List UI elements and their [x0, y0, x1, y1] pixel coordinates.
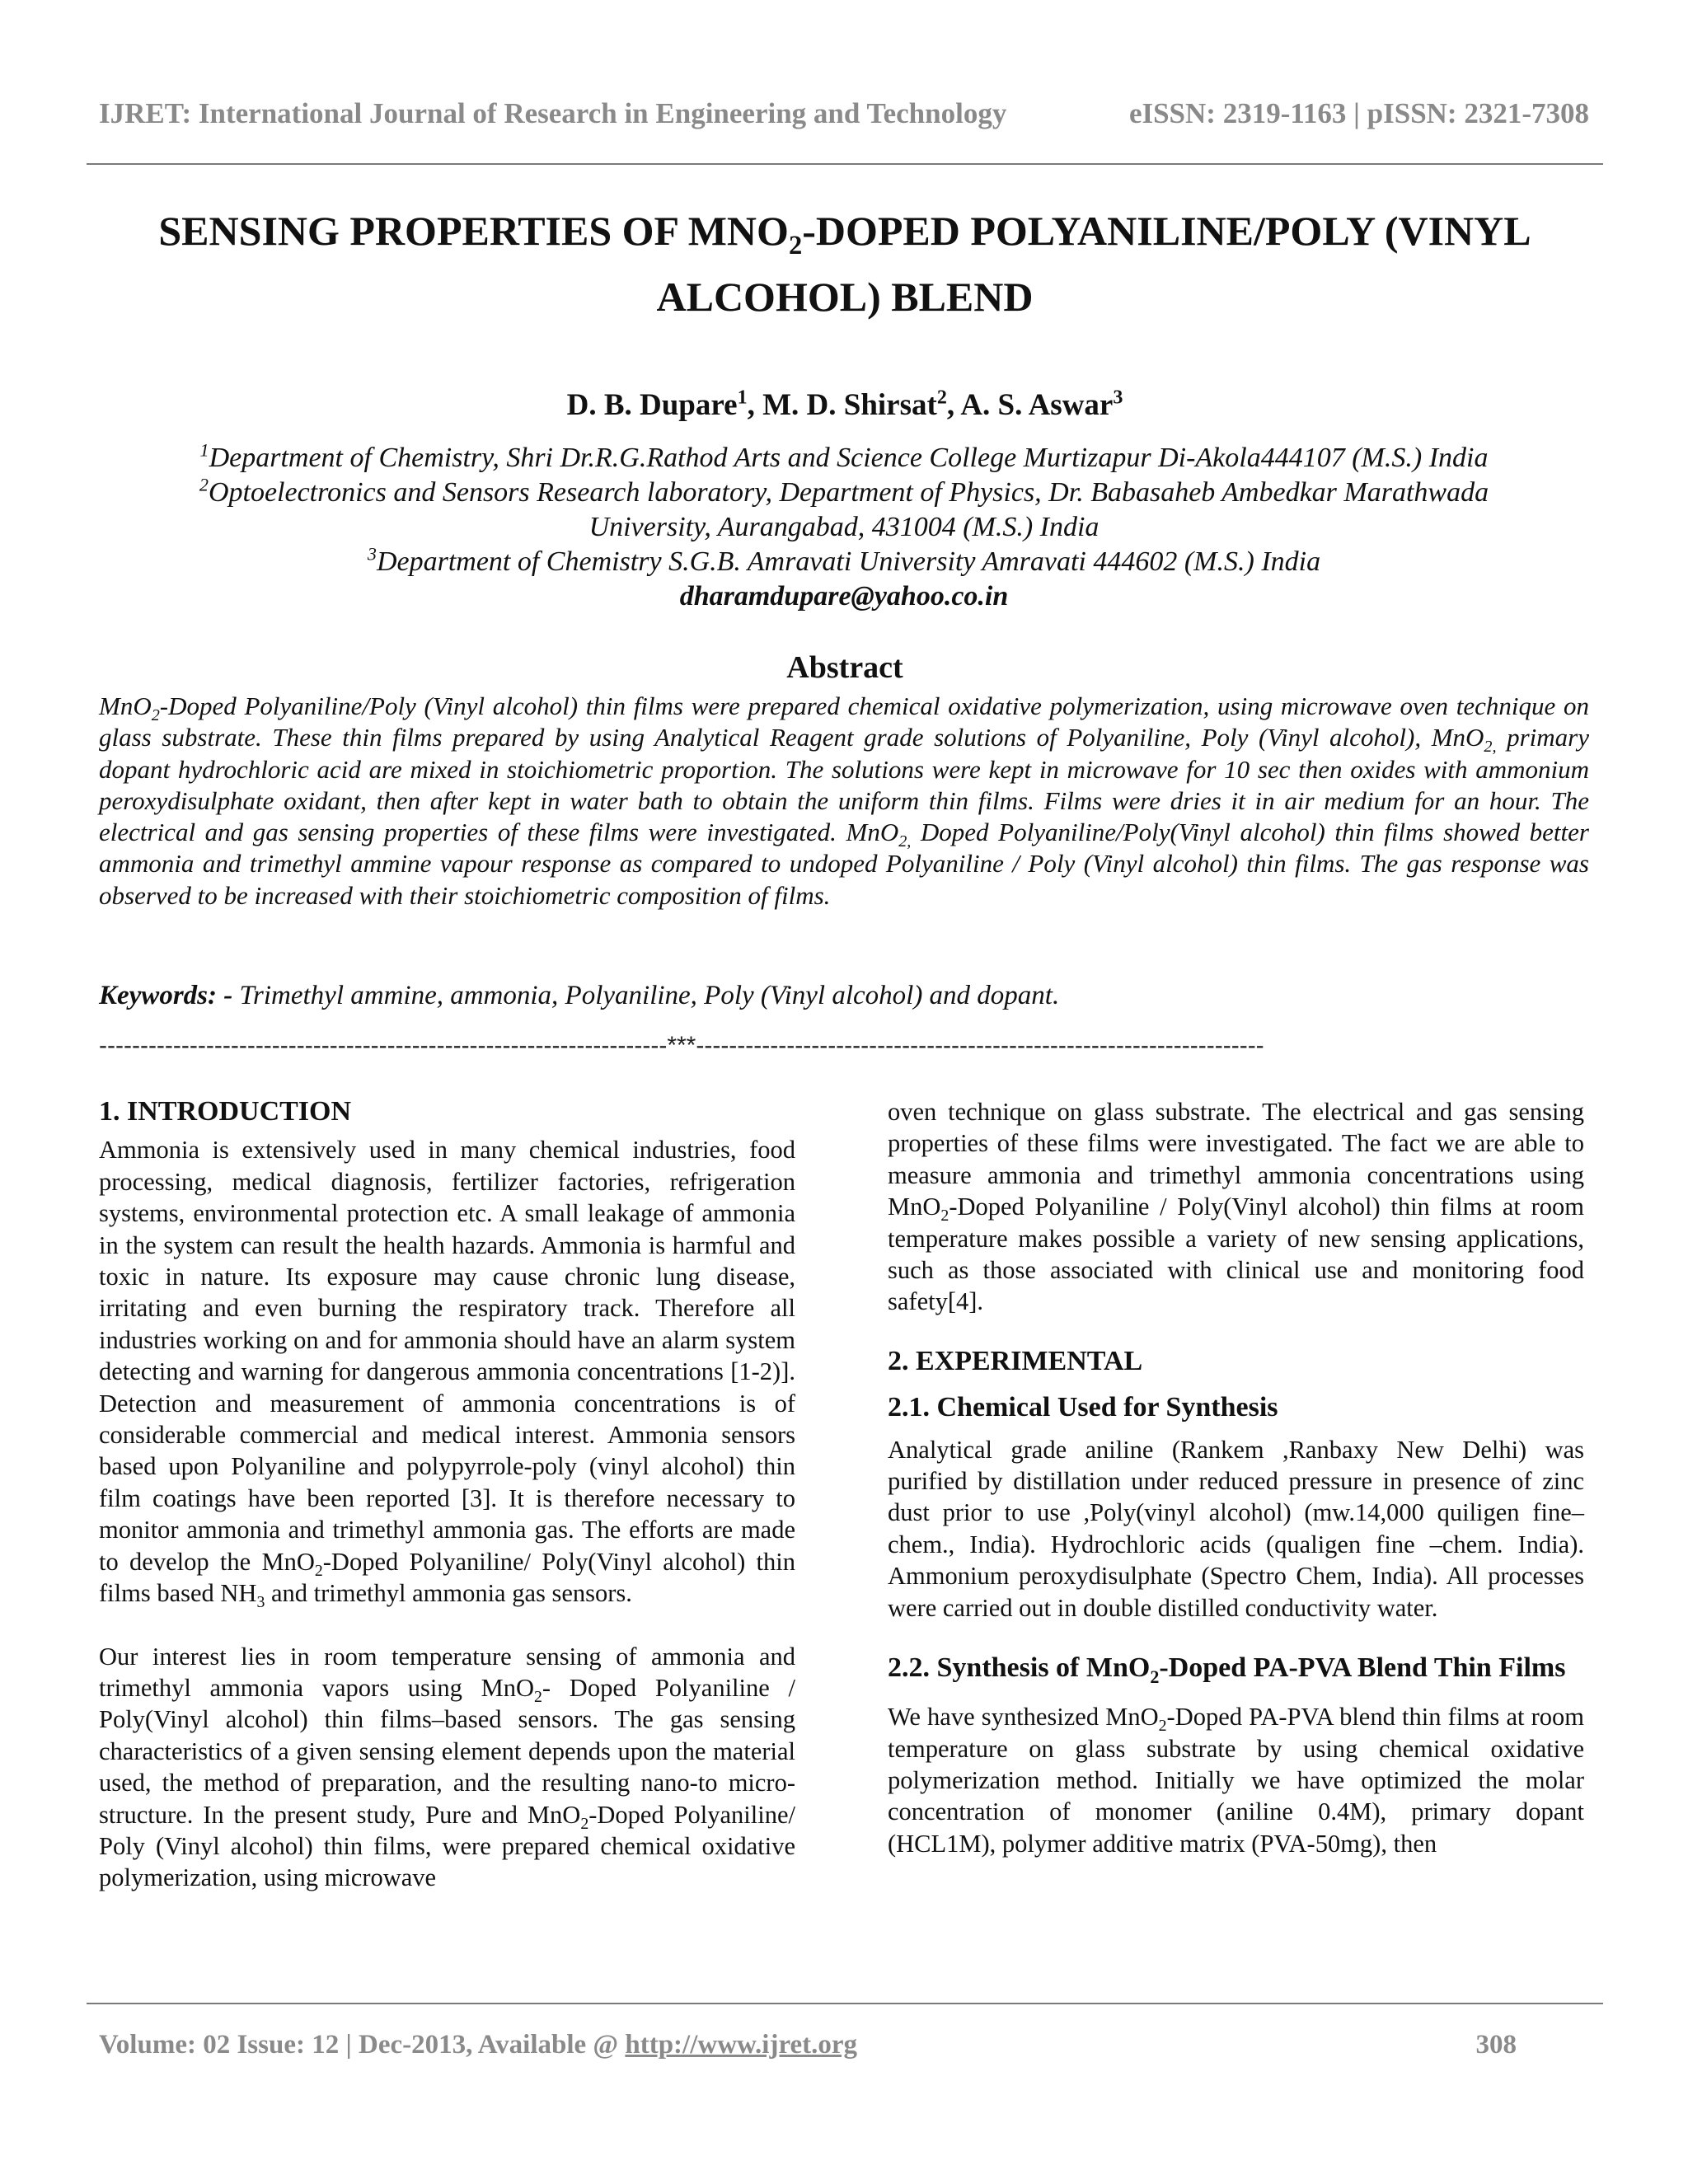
chemicals-paragraph: Analytical grade aniline (Rankem ,Ranbaxy New Delhi) was purified by distillation under reduced pressure in presence of zinc dust prior to use ,Poly(vinyl alcohol) (mw.14,000 quiligen fine–chem., India). Hydrochloric acids (qualigen fine –chem. India). Ammonium peroxydisulphate (Spectro Chem, India). All processes were carried out in double distilled conductivity water. — [888, 1435, 1584, 1622]
keywords — [99, 981, 1589, 1011]
section-separator: ---------------------------------------------------------------------***--------------------------------------------------------------------- — [99, 1032, 1264, 1059]
left-column — [99, 1096, 795, 1894]
page-number: 308 — [1475, 2030, 1517, 2060]
running-footer — [99, 2030, 1517, 2060]
abstract-body: MnO$_2$-Doped Polyaniline/Poly (Vinyl alcohol) thin films were prepared chemical oxidative polymerization, using microwave oven technique on glass substrate. These thin films prepared by using Analytical Reagent grade solutions of Polyaniline, Poly (Vinyl alcohol), MnO$_{2,}$ primary dopant hydrochloric acid are mixed in stoichiometric proportion. The solutions were kept in microwave for 10 sec then oxides with ammonium peroxydisulphate oxidant, then after kept in water bath to obtain the uniform thin films. Films were dries it in air medium for an hour. The electrical and gas sensing properties of these films were investigated. MnO$_{2,}$ Doped Polyaniline/Poly(Vinyl alcohol) thin films showed better ammonia and trimethyl ammine vapour response as compared to undoped Polyaniline / Poly (Vinyl alcohol) thin films. The gas response was observed to be increased with their stoichiometric composition of films. — [99, 691, 1589, 910]
contact-email[interactable]: dharamdupare@yahoo.co.in — [679, 581, 1009, 612]
keywords-text: Trimethyl ammine, ammonia, Polyaniline, Poly (Vinyl alcohol) and dopant. — [232, 981, 1060, 1010]
journal-link[interactable]: http://www.ijret.org — [625, 2030, 858, 2060]
footer-rule — [87, 2003, 1603, 2004]
title-line-1: SENSING PROPERTIES OF $MNO_2$-DOPED POLYANILINE/POLY (VINYL — [158, 208, 1531, 260]
author-list: D. B. Dupare$^1$, M. D. Shirsat$^2$, A. S. Aswar$^3$ — [566, 387, 1123, 422]
intro-paragraph-3: oven technique on glass substrate. The electrical and gas sensing properties of these films were investigated. The fact we are able to measure ammonia and trimethyl ammonia concentrations using MnO$_2$-Doped Polyaniline / Poly(Vinyl alcohol) thin films at room temperature makes possible a variety of new sensing applications, such as those associated with clinical use and monitoring food safety[4]. — [888, 1098, 1584, 1316]
keywords-label: Keywords: - — [99, 981, 233, 1010]
issn-numbers: eISSN: 2319-1163 | pISSN: 2321-7308 — [1128, 97, 1589, 129]
journal-name: IJRET: International Journal of Research in Engineering and Technology — [99, 97, 1007, 129]
synthesis-paragraph: We have synthesized MnO$_2$-Doped PA-PVA blend thin films at room temperature on glass substrate by using chemical oxidative polymerization method. Initially we have optimized the molar concentration of monomer (aniline 0.4M), primary dopant (HCL1M), polymer additive matrix (PVA-50mg), then — [888, 1703, 1585, 1858]
intro-paragraph-1: Ammonia is extensively used in many chemical industries, food processing, medical diagnosis, fertilizer factories, refrigeration systems, environmental protection etc. A small leakage of ammonia in the system can result the health hazards. Ammonia is harmful and toxic in nature. Its exposure may cause chronic lung disease, irritating and even burning the respiratory track. Therefore all industries working on and for ammonia should have an alarm system detecting and warning for dangerous ammonia concentrations [1-2)]. Detection and measurement of ammonia concentrations is of considerable commercial and medical interest. Ammonia sensors based upon Polyaniline and polypyrrole-poly (vinyl alcohol) thin film coatings have been reported [3]. It is therefore necessary to monitor ammonia and trimethyl ammonia gas. The efforts are made to develop the MnO$_2$-Doped Polyaniline/ Poly(Vinyl alcohol) thin films based $NH_3$ and trimethyl ammonia gas sensors. — [99, 1136, 795, 1612]
chemicals-subheading: 2.1. Chemical Used for Synthesis — [888, 1392, 1278, 1423]
running-header — [99, 97, 1589, 130]
abstract-heading: Abstract — [786, 650, 903, 685]
right-column — [888, 1096, 1584, 1859]
affiliation-2: $^2$Optoelectronics and Sensors Research laboratory, Department of Physics, Dr. Babasaheb Ambedkar Marathwada — [199, 474, 1489, 508]
footer-volume: Volume: 02 Issue: 12 | Dec-2013, Available @ http://www.ijret.org — [99, 2030, 858, 2060]
header-rule — [87, 163, 1603, 165]
experimental-heading: 2. EXPERIMENTAL — [888, 1345, 1143, 1376]
affiliations — [99, 441, 1589, 614]
synthesis-subheading: 2.2. Synthesis of MnO$_2$-Doped PA-PVA Blend Thin Films — [888, 1652, 1566, 1687]
intro-paragraph-2: Our interest lies in room temperature sensing of ammonia and trimethyl ammonia vapors using MnO$_2$- Doped Polyaniline / Poly(Vinyl alcohol) thin films–based sensors. The gas sensing characteristics of a given sensing element depends upon the material used, the method of preparation, and the resulting nano-to micro-structure. In the present study, Pure and MnO$_2$-Doped Polyaniline/ Poly (Vinyl alcohol) thin films, were prepared chemical oxidative polymerization, using microwave — [99, 1642, 795, 1892]
affiliation-1: $^1$Department of Chemistry, Shri Dr.R.G.Rathod Arts and Science College Murtizapur Di-Akola444107 (M.S.) India — [199, 439, 1489, 473]
paper-title — [87, 198, 1603, 330]
affiliation-2-cont: University, Aurangabad, 431004 (M.S.) India — [588, 512, 1100, 542]
introduction-heading: 1. INTRODUCTION — [99, 1096, 352, 1127]
affiliation-3: $^3$Department of Chemistry S.G.B. Amravati University Amravati 444602 (M.S.) India — [367, 543, 1321, 577]
title-line-2: ALCOHOL) BLEND — [656, 274, 1034, 320]
